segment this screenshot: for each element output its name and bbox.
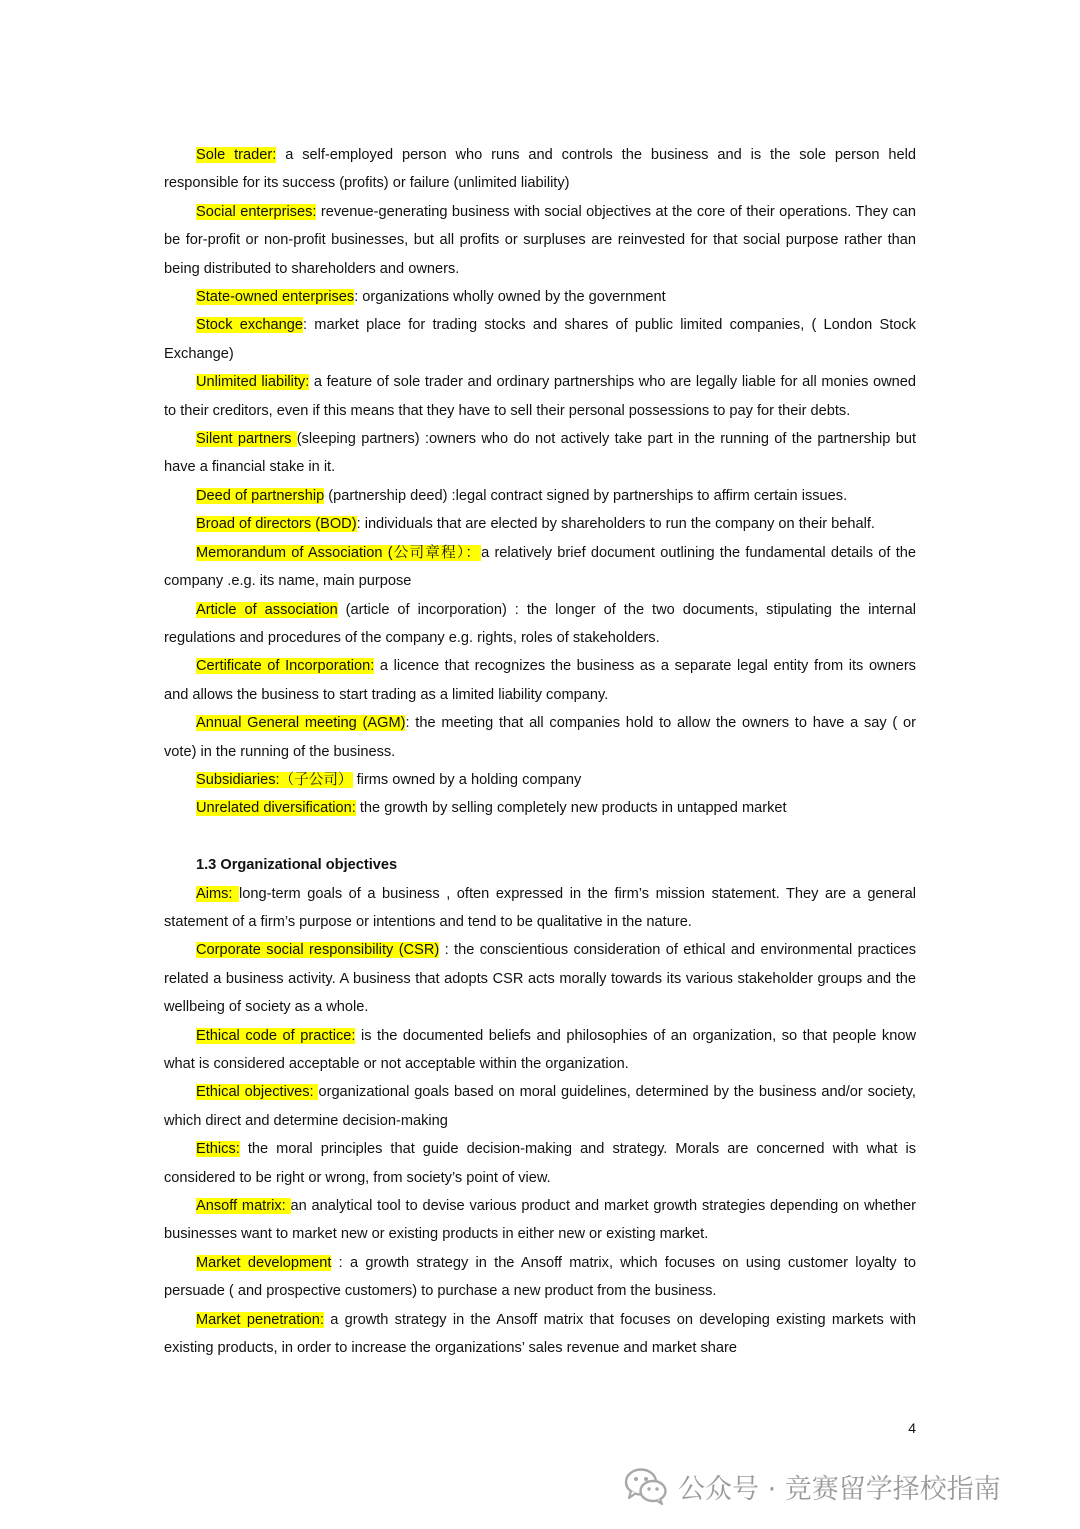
glossary-entry: [164, 1249, 916, 1306]
glossary-entry: [164, 1192, 916, 1249]
glossary-entry: [164, 1078, 916, 1135]
highlighted-term: Certificate of Incorporation:: [196, 658, 375, 675]
highlighted-term: Subsidiaries:（子公司）: [196, 771, 353, 788]
glossary-entry: [164, 311, 916, 368]
term-definition: a licence that recognizes the business as a separate legal entity from its owners and allows the business to start trading as a limited liability company.: [164, 658, 916, 703]
glossary-entry: [164, 596, 916, 653]
term-definition: an analytical tool to devise various product and market growth strategies depending on whether businesses want to market new or existing products in either new or existing market.: [164, 1198, 916, 1243]
term-definition: long-term goals of a business , often expressed in the firm’s mission statement. They are a general statement of a firm’s purpose or intentions and tend to be qualitative in the nature.: [164, 885, 917, 930]
term-definition: : individuals that are elected by shareholders to run the company on their behalf.: [356, 516, 875, 533]
term-definition: a relatively brief document outlining the fundamental details of the company .e.g. its name, main purpose: [164, 544, 916, 590]
highlighted-term: Market development: [196, 1254, 332, 1271]
highlighted-term: Ansoff matrix:: [196, 1198, 291, 1215]
term-definition: the moral principles that guide decision-making and strategy. Morals are concerned with what is considered to be right or wrong, from society’s point of view.: [164, 1141, 916, 1186]
wechat-icon: [624, 1466, 668, 1506]
glossary-entry: [164, 766, 916, 794]
glossary-entry: [164, 425, 916, 482]
term-definition: a self-employed person who runs and controls the business and is the sole person held responsible for its success (profits) or failure (unlimited liability): [164, 147, 916, 192]
highlighted-term: Deed of partnership: [196, 487, 325, 504]
glossary-entry: [164, 936, 916, 1021]
highlighted-term: Corporate social responsibility (CSR): [196, 942, 440, 959]
glossary-entry: [164, 283, 916, 311]
highlighted-term: Broad of directors (BOD): [196, 516, 357, 533]
term-definition: (article of incorporation) : the longer of the two documents, stipulating the internal regulations and procedures of the company e.g. rights, roles of stakeholders.: [164, 601, 916, 646]
glossary-entry: [164, 510, 916, 538]
term-definition: : the conscientious consideration of ethical and environmental practices related a business activity. A business that adopts CSR acts morally towards its various stakeholder groups and the wellbeing of society as a whole.: [164, 942, 916, 1016]
highlighted-term: Ethics:: [196, 1141, 240, 1158]
glossary-entry: [164, 652, 916, 709]
highlighted-term: Ethical code of practice:: [196, 1027, 356, 1044]
term-definition: the growth by selling completely new products in untapped market: [355, 800, 787, 817]
highlighted-term: Memorandum of Association (公司章程）：: [196, 544, 482, 561]
glossary-entry: [164, 539, 916, 596]
glossary-entry: [164, 368, 916, 425]
glossary-entry: [164, 482, 916, 510]
term-definition: : the meeting that all companies hold to allow the owners to have a say ( or vote) in the running of the business.: [164, 715, 917, 760]
glossary-entry: [164, 709, 916, 766]
page-number: 4: [908, 1420, 916, 1436]
glossary-entry: [164, 880, 916, 937]
glossary-entry: [164, 198, 916, 283]
highlighted-term: Unlimited liability:: [196, 374, 310, 391]
term-definition: firms owned by a holding company: [352, 771, 582, 788]
term-definition: a growth strategy in the Ansoff matrix that focuses on developing existing markets with existing products, in order to increase the organizations’ sales revenue and market share: [164, 1311, 916, 1357]
highlighted-term: Social enterprises:: [196, 203, 317, 220]
highlighted-term: Stock exchange: [196, 317, 304, 334]
term-definition: : organizations wholly owned by the government: [354, 289, 666, 306]
glossary-list-objectives: [164, 880, 916, 1363]
highlighted-term: Sole trader:: [196, 147, 277, 163]
highlighted-term: Annual General meeting (AGM): [196, 715, 406, 732]
highlighted-term: Article of association: [196, 601, 338, 618]
highlighted-term: Market penetration:: [196, 1311, 324, 1328]
term-definition: organizational goals based on moral guidelines, determined by the business and/or society, which direct and determine decision-making: [164, 1084, 916, 1129]
term-definition: (partnership deed) :legal contract signed by partnerships to affirm certain issues.: [324, 487, 848, 504]
term-definition: : a growth strategy in the Ansoff matrix, which focuses on using customer loyalty to persuade ( and prospective customers) to purchase a new product from the business.: [164, 1254, 916, 1300]
watermark-text: 公众号 · 竞赛留学择校指南: [678, 1473, 1001, 1505]
term-definition: is the documented beliefs and philosophies of an organization, so that people know what is considered acceptable or not acceptable within the organization.: [164, 1027, 916, 1072]
glossary-entry: [164, 1022, 916, 1079]
term-definition: revenue-generating business with social objectives at the core of their operations. They can be for-profit or non-profit businesses, but all profits or surpluses are reinvested for that social purpose rather than being distributed to shareholders and owners.: [164, 203, 916, 277]
highlighted-term: Aims:: [196, 885, 240, 902]
term-definition: (sleeping partners) :owners who do not actively take part in the running of the partnership but have a financial stake in it.: [164, 431, 916, 476]
glossary-list: [164, 141, 916, 823]
watermark-footer: [624, 1464, 1001, 1508]
page-content: [164, 141, 916, 1362]
glossary-entry: [164, 794, 916, 822]
section-heading: 1.3 Organizational objectives: [196, 857, 398, 874]
highlighted-term: Unrelated diversification:: [196, 800, 356, 817]
highlighted-term: State-owned enterprises: [196, 289, 355, 306]
highlighted-term: Ethical objectives:: [196, 1084, 319, 1101]
glossary-entry: [164, 1306, 916, 1363]
highlighted-term: Silent partners: [196, 431, 297, 448]
glossary-entry: [164, 1135, 916, 1192]
glossary-entry: [164, 141, 916, 198]
term-definition: : market place for trading stocks and shares of public limited companies, ( London Stock Exchange): [164, 317, 916, 362]
term-definition: a feature of sole trader and ordinary partnerships who are legally liable for all monies owned to their creditors, even if this means that they have to sell their personal possessions to pay for their debts.: [164, 374, 917, 419]
